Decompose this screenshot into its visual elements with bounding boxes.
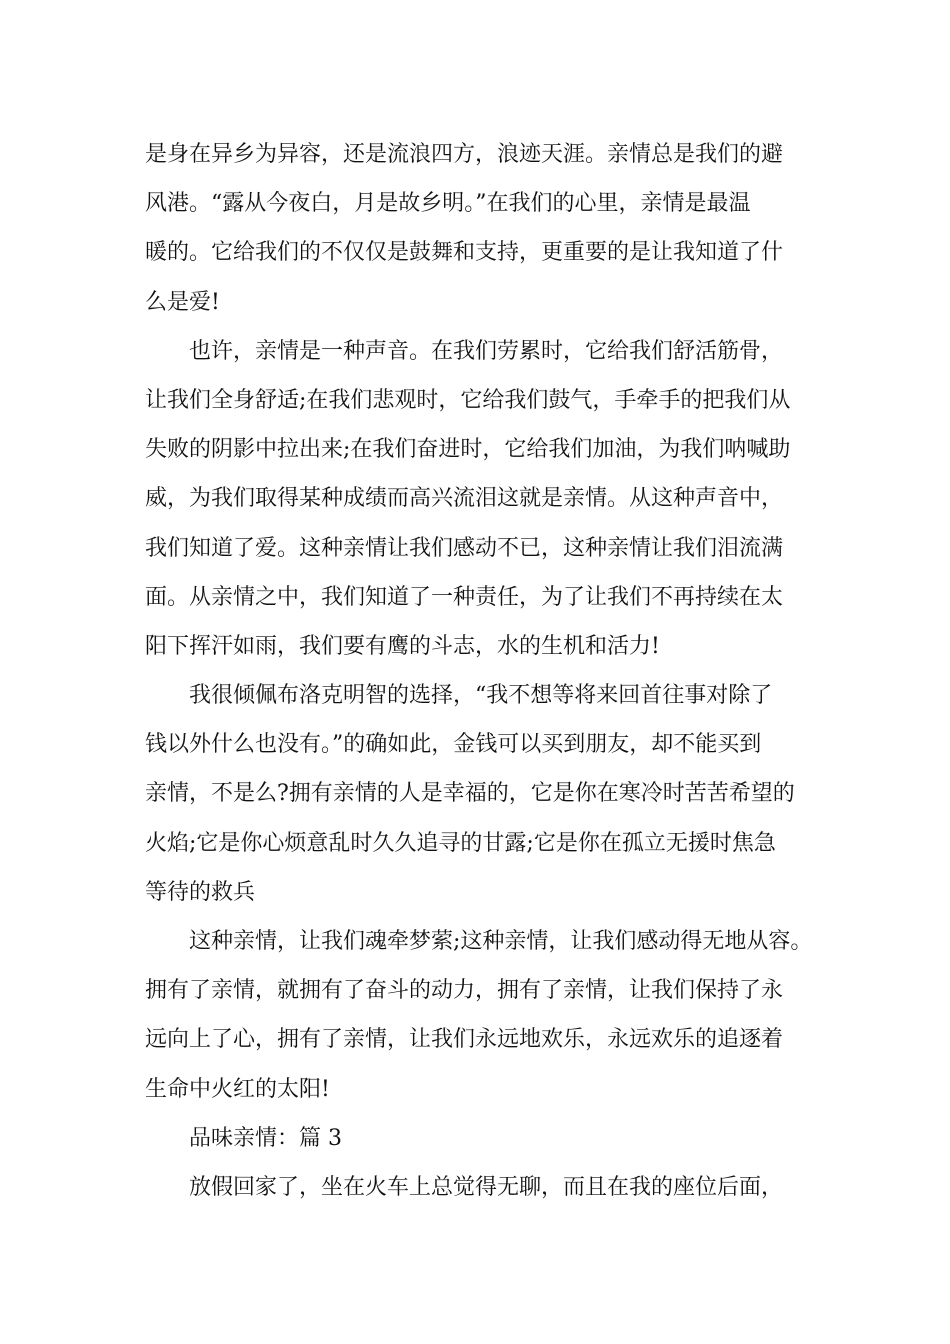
text-line: 放假回家了，坐在火车上总觉得无聊，而且在我的座位后面， (189, 1174, 784, 1200)
text-line: 失败的阴影中拉出来;在我们奋进时，它给我们加油，为我们呐喊助 (145, 437, 791, 463)
text-line: 阳下挥汗如雨，我们要有鹰的斗志，水的生机和活力! (145, 633, 660, 659)
text-line: 等待的救兵 (145, 879, 256, 905)
text-line: 威，为我们取得某种成绩而高兴流泪这就是亲情。从这种声音中， (145, 486, 784, 512)
text-line: 么是爱! (145, 289, 220, 315)
section-heading: 品味亲情：篇 3 (189, 1125, 342, 1151)
text-line: 风港。“露从今夜白，月是故乡明。”在我们的心里，亲情是最温 (145, 191, 751, 217)
text-line: 钱以外什么也没有。”的确如此，金钱可以买到朋友，却不能买到 (145, 732, 762, 758)
text-line: 也许，亲情是一种声音。在我们劳累时，它给我们舒活筋骨， (189, 338, 784, 364)
text-line: 拥有了亲情，就拥有了奋斗的动力，拥有了亲情，让我们保持了永 (145, 978, 784, 1004)
text-line: 暖的。它给我们的不仅仅是鼓舞和支持，更重要的是让我知道了什 (145, 240, 784, 266)
text-line: 是身在异乡为异容，还是流浪四方，浪迹天涯。亲情总是我们的避 (145, 142, 784, 167)
text-line: 这种亲情，让我们魂牵梦萦;这种亲情，让我们感动得无地从容。 (189, 929, 813, 954)
text-line: 让我们全身舒适;在我们悲观时，它给我们鼓气，手牵手的把我们从 (145, 387, 791, 413)
text-line: 生命中火红的太阳! (145, 1076, 330, 1102)
document-body (145, 130, 825, 1212)
text-line: 我很倾佩布洛克明智的选择，“我不想等将来回首往事对除了 (189, 683, 773, 709)
text-line: 火焰;它是你心烦意乱时久久追寻的甘露;它是你在孤立无援时焦急 (145, 830, 776, 856)
text-line: 面。从亲情之中，我们知道了一种责任，为了让我们不再持续在太 (145, 584, 784, 610)
text-line: 我们知道了爱。这种亲情让我们感动不已，这种亲情让我们泪流满 (145, 535, 784, 561)
text-line: 亲情，不是么?拥有亲情的人是幸福的，它是你在寒冷时苦苦希望的 (145, 781, 795, 807)
text-line: 远向上了心，拥有了亲情，让我们永远地欢乐，永远欢乐的追逐着 (145, 1027, 784, 1053)
